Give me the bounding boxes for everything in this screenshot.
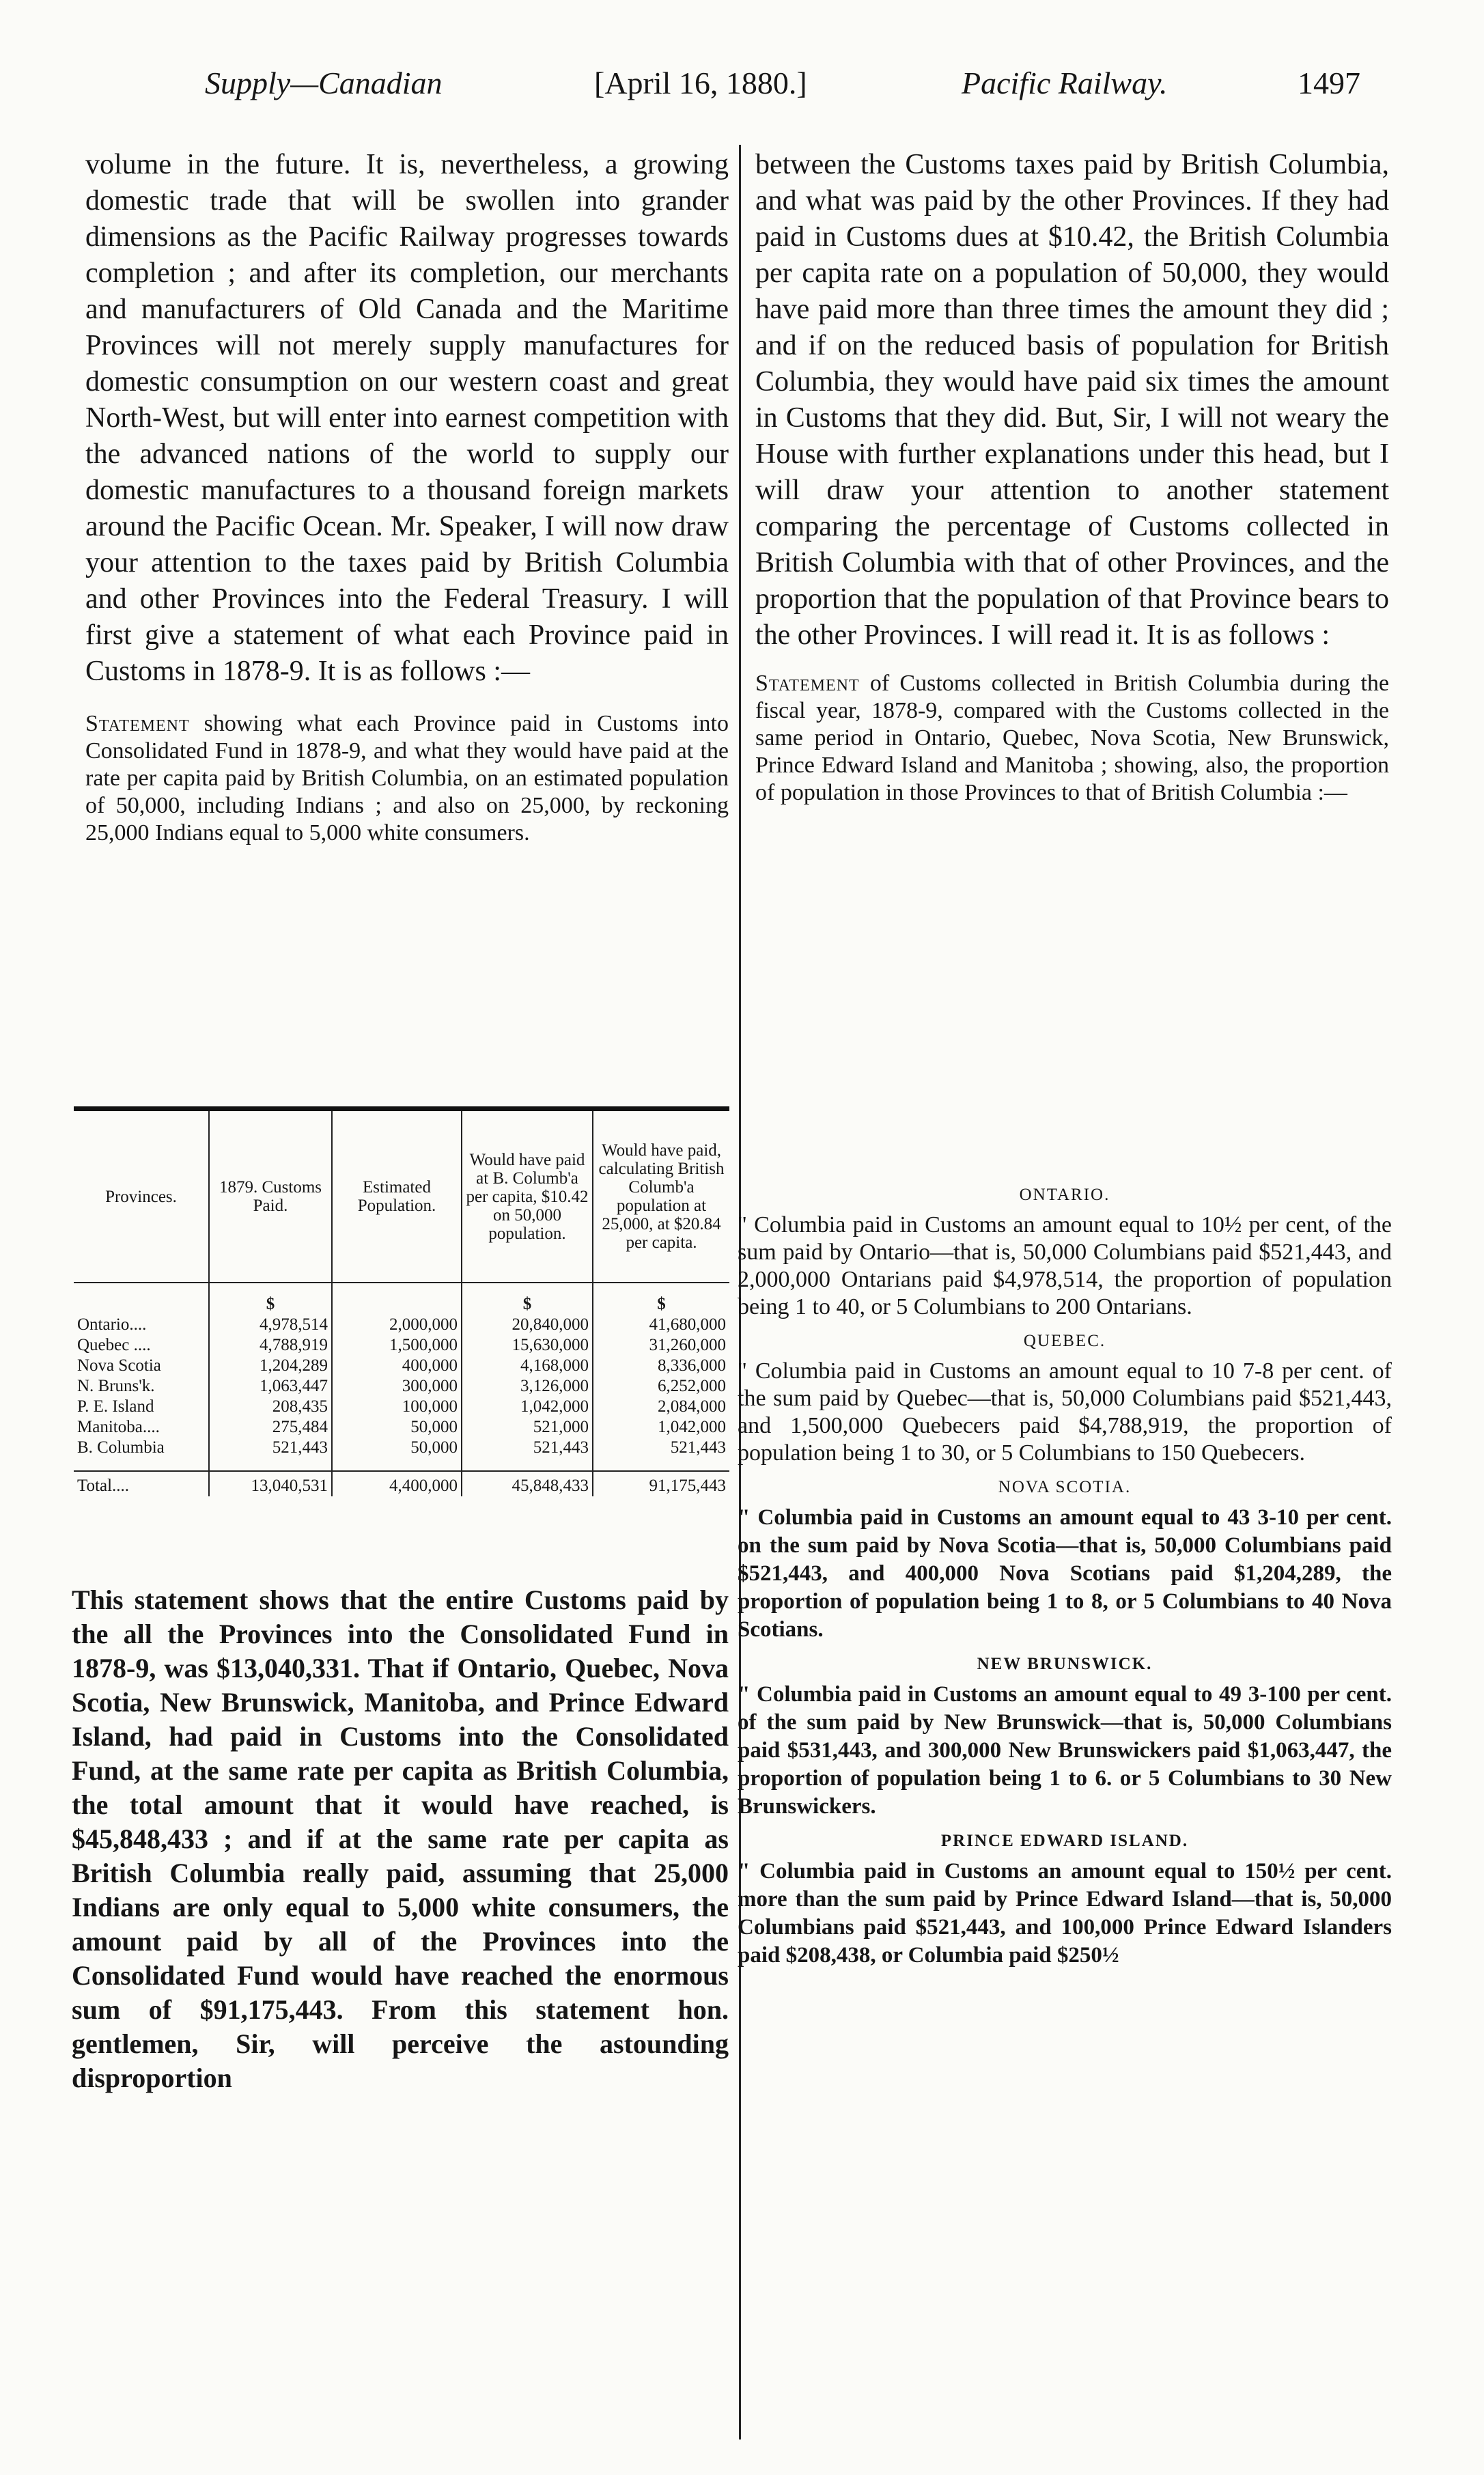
table-row: [74, 1417, 729, 1438]
table-cell: Manitoba....: [77, 1418, 160, 1436]
table-cell: Ontario....: [77, 1315, 147, 1334]
table-cell: Nova Scotia: [77, 1356, 161, 1375]
section-text-nova-scotia: " Columbia paid in Customs an amount equal to 43 3-10 per cent. on the sum paid by Nova Scotia—that is, 50,000 Columbians paid $521,443, and 400,000 Nova Scotians paid $1,204,289, the proportion of population being 1 to 8, or 5 Columbians to 40 Nova Scotians.: [738, 1505, 1392, 1642]
table-cell: P. E. Island: [77, 1397, 154, 1416]
total-cell: 4,400,000: [332, 1471, 462, 1496]
section-text-new-brunswick: " Columbia paid in Customs an amount equal to 49 3-100 per cent. of the sum paid by New Brunswick—that is, 50,000 Columbians paid $531,443, and 300,000 New Brunswickers paid $1,063,447, the proportion of population being 1 to 6. or 5 Columbians to 30 New Brunswickers.: [738, 1682, 1392, 1819]
table-cell: 208,435: [209, 1397, 332, 1417]
table-cell: 2,000,000: [332, 1315, 462, 1335]
right-statement-caption: [755, 670, 1389, 807]
table-cell: 521,443: [593, 1438, 729, 1471]
total-cell: 91,175,443: [593, 1471, 729, 1496]
statement-label: Statement: [755, 671, 860, 696]
table-cell: N. Bruns'k.: [77, 1377, 155, 1395]
section-text-quebec: " Columbia paid in Customs an amount equal to 10 7-8 per cent. of the sum paid by Quebec—that is, 50,000 Columbians paid $521,443, and 1,500,000 Quebecers paid $4,788,919, the proportion of population being 1 to 30, or 5 Columbians to 150 Quebecers.: [738, 1358, 1392, 1466]
table-cell: 20,840,000: [462, 1315, 593, 1335]
table-cell: 1,063,447: [209, 1376, 332, 1397]
table-top-rule: [74, 1106, 729, 1111]
header-date: [April 16, 1880.]: [594, 66, 807, 100]
section-text-ontario: " Columbia paid in Customs an amount equal to 10½ per cent, of the sum paid by Ontario—that is, 50,000 Columbians paid $521,443, and 2,000,000 Ontarians paid $4,978,514, the proportion of population being 1 to 40, or 5 Columbians to 200 Ontarians.: [738, 1212, 1392, 1319]
table-row: [74, 1356, 729, 1376]
col-header-provinces: Provinces.: [74, 1111, 209, 1283]
table-cell: 1,042,000: [593, 1417, 729, 1438]
section-heading-new-brunswick: NEW BRUNSWICK.: [977, 1655, 1153, 1673]
section-heading-nova-scotia: NOVA SCOTIA.: [998, 1478, 1132, 1496]
left-paragraph-2: This statement shows that the entire Customs paid by the all the Provinces into the Consolidated Fund in 1878-9, was $13,040,331. That if Ontario, Quebec, Nova Scotia, New Brunswick, Manitoba, and Prince Edward Island, had paid in Customs into the Consolidated Fund, at the same rate per capita as British Columbia, the total amount that it would have reached, is $45,848,433 ; and if at the same rate per capita as British Columbia really paid, assuming that 25,000 Indians are only equal to 5,000 white consumers, the amount paid by all of the Provinces into the Consolidated Fund would have reached the enormous sum of $91,175,443. From this statement hon. gentlemen, Sir, will perceive the astounding disproportion: [72, 1584, 729, 2093]
page-number: 1497: [1298, 66, 1360, 100]
page-header: [0, 65, 1484, 120]
unit-cell: $: [462, 1283, 593, 1315]
table-cell: 4,788,919: [209, 1335, 332, 1356]
statement-caption-text: of Customs collected in British Columbia during the fiscal year, 1878-9, compared with the Customs collected in the same period in Ontario, Quebec, Nova Scotia, New Brunswick, Prince Edward Island and Manitoba ; showing, also, the proportion of population in those Provinces to that of British Columbia :—: [755, 671, 1389, 805]
table-cell: 41,680,000: [593, 1315, 729, 1335]
right-column: [755, 147, 1389, 807]
unit-cell: $: [209, 1283, 332, 1315]
left-column-lower: [72, 1583, 729, 2095]
table-cell: 31,260,000: [593, 1335, 729, 1356]
table-cell: 1,500,000: [332, 1335, 462, 1356]
unit-cell: [332, 1283, 462, 1315]
right-column-sections: [738, 1175, 1392, 1970]
table-unit-row: [74, 1283, 729, 1315]
header-right-title: Pacific Railway.: [962, 66, 1168, 100]
header-left-title: Supply—Canadian: [205, 66, 443, 100]
left-paragraph-1: volume in the future. It is, nevertheless, a growing domestic trade that will be swollen into grander dimensions as the Pacific Railway progresses towards completion ; and after its completion, our merchants and manufacturers of Old Canada and the Maritime Provinces will not merely supply manufactures for domestic consumption on our western coast and great North-West, but will enter into earnest competition with the advanced nations of the world to supply our domestic manufactures to a thousand foreign markets around the Pacific Ocean. Mr. Speaker, I will now draw your attention to the taxes paid by British Columbia and other Provinces into the Federal Treasury. I will first give a statement of what each Province paid in Customs in 1878-9. It is as follows :—: [85, 149, 729, 687]
table-cell: 275,484: [209, 1417, 332, 1438]
total-cell: 45,848,433: [462, 1471, 593, 1496]
section-text-pei: " Columbia paid in Customs an amount equal to 150½ per cent. more than the sum paid by Prince Edward Island—that is, 50,000 Columbians paid $521,443, and 100,000 Prince Edward Islanders paid $208,438, or Columbia paid $250½: [738, 1859, 1392, 1968]
table-row: [74, 1376, 729, 1397]
col-header-rate-50000: Would have paid at B. Columb'a per capita, $10.42 on 50,000 population.: [462, 1111, 593, 1283]
right-paragraph-1: between the Customs taxes paid by British Columbia, and what was paid by the other Provinces. If they had paid in Customs dues at $10.42, the British Columbia per capita rate on a population of 50,000, they would have paid more than three times the amount they did ; and if on the reduced basis of population for British Columbia, they would have paid six times the amount in Customs that they did. But, Sir, I will not weary the House with further explanations under this head, but I will draw your attention to another statement comparing the percentage of Customs collected in British Columbia with that of other Provinces, and the proportion that the population of that Province bears to the other Provinces. I will read it. It is as follows :: [755, 149, 1389, 651]
table-cell: 521,443: [209, 1438, 332, 1471]
table-row: [74, 1438, 729, 1471]
table-cell: 8,336,000: [593, 1356, 729, 1376]
col-header-customs-paid: 1879. Customs Paid.: [209, 1111, 332, 1283]
statement-label: Statement: [85, 711, 190, 736]
table-cell: 1,204,289: [209, 1356, 332, 1376]
table-total-row: [74, 1471, 729, 1496]
table-cell: 50,000: [332, 1417, 462, 1438]
left-statement-caption: [85, 710, 729, 847]
table-row: [74, 1315, 729, 1335]
table-cell: 100,000: [332, 1397, 462, 1417]
table-cell: 400,000: [332, 1356, 462, 1376]
col-header-rate-25000: Would have paid, calculating British Columb'a population at 25,000, at $20.84 per capita.: [593, 1111, 729, 1283]
table-cell: 6,252,000: [593, 1376, 729, 1397]
section-heading-pei: PRINCE EDWARD ISLAND.: [940, 1832, 1189, 1850]
left-column: [85, 147, 729, 847]
total-cell: Total....: [74, 1471, 209, 1496]
table-cell: 4,978,514: [209, 1315, 332, 1335]
table-cell: B. Columbia: [77, 1438, 165, 1457]
total-cell: 13,040,531: [209, 1471, 332, 1496]
table-header-row: [74, 1111, 729, 1283]
col-header-population: Estimated Population.: [332, 1111, 462, 1283]
table-cell: 50,000: [332, 1438, 462, 1471]
table-cell: 2,084,000: [593, 1397, 729, 1417]
table-cell: 521,443: [462, 1438, 593, 1471]
table-cell: 3,126,000: [462, 1376, 593, 1397]
table-row: [74, 1397, 729, 1417]
table-cell: 4,168,000: [462, 1356, 593, 1376]
customs-table: [74, 1106, 729, 1496]
table-cell: Quebec ....: [77, 1336, 151, 1354]
section-heading-ontario: ONTARIO.: [1019, 1186, 1110, 1204]
table-row: [74, 1335, 729, 1356]
table-cell: 15,630,000: [462, 1335, 593, 1356]
unit-cell: $: [593, 1283, 729, 1315]
customs-data-table: [74, 1111, 729, 1496]
section-heading-quebec: QUEBEC.: [1023, 1332, 1106, 1350]
table-cell: 521,000: [462, 1417, 593, 1438]
table-cell: 1,042,000: [462, 1397, 593, 1417]
table-cell: 300,000: [332, 1376, 462, 1397]
statement-caption-text: showing what each Province paid in Customs into Consolidated Fund in 1878-9, and what they would have paid at the rate per capita paid by British Columbia, on an estimated population of 50,000, including Indians ; and also on 25,000, by reckoning 25,000 Indians equal to 5,000 white consumers.: [85, 711, 729, 845]
unit-cell: [74, 1283, 209, 1315]
